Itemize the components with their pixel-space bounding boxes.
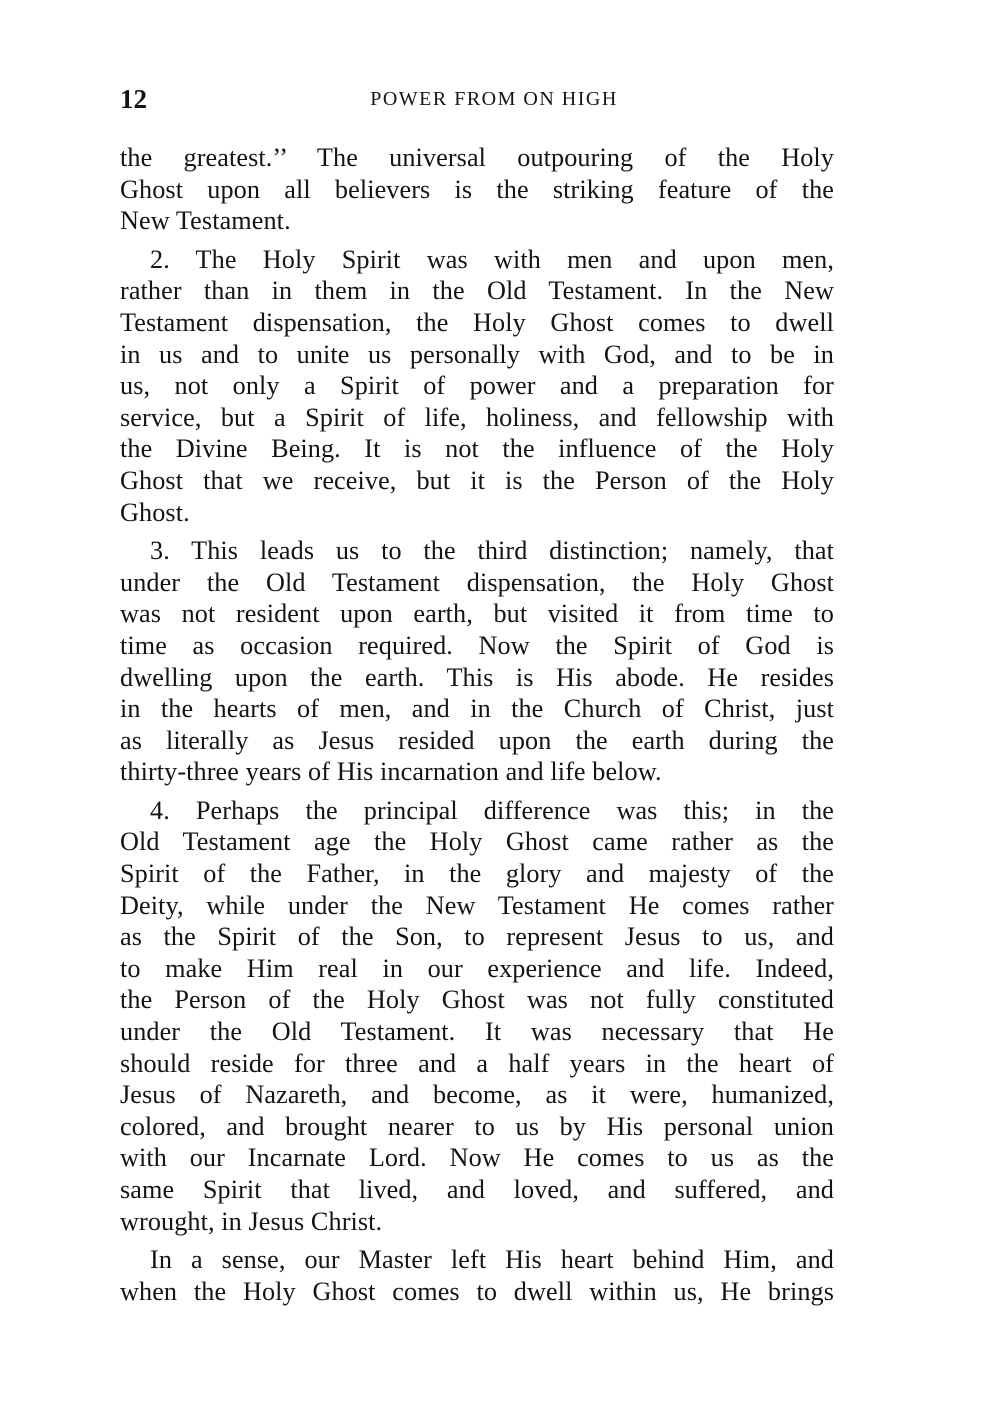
text-line: was not resident upon earth, but visited it from time to (120, 599, 834, 629)
text-line: Jesus of Nazareth, and become, as it were, humanized, (120, 1080, 834, 1110)
text-line: Old Testament age the Holy Ghost came rather as the (120, 827, 834, 857)
body-text (120, 142, 834, 1307)
text-line: dwelling upon the earth. This is His abode. He resides (120, 662, 834, 692)
text-line: New Testament. (120, 206, 291, 236)
page-number: 12 (120, 84, 147, 114)
text-line: 3. This leads us to the third distinction; namely, that (150, 536, 834, 566)
text-line: Ghost. (120, 497, 190, 527)
text-line: time as occasion required. Now the Spirit of God is (120, 630, 834, 660)
text-line: in the hearts of men, and in the Church of Christ, just (120, 694, 834, 724)
book-page (120, 84, 834, 1307)
paragraph (120, 1244, 834, 1307)
paragraph (120, 795, 834, 1237)
text-line: Testament dispensation, the Holy Ghost comes to dwell (120, 307, 834, 337)
text-line: as the Spirit of the Son, to represent Jesus to us, and (120, 922, 834, 952)
text-line: Ghost that we receive, but it is the Person of the Holy (120, 465, 834, 495)
text-line: thirty-three years of His incarnation and life below. (120, 757, 662, 787)
text-line: the greatest.’’ The universal outpouring of the Holy (120, 143, 834, 172)
text-line: wrought, in Jesus Christ. (120, 1206, 383, 1236)
text-line: Spirit of the Father, in the glory and majesty of the (120, 859, 834, 889)
paragraph (120, 244, 834, 528)
text-line: same Spirit that lived, and loved, and suffered, and (120, 1175, 834, 1204)
page-header (120, 84, 834, 120)
text-line: as literally as Jesus resided upon the earth during the (120, 725, 834, 755)
text-line: the Divine Being. It is not the influence of the Holy (120, 434, 834, 464)
running-head: POWER FROM ON HIGH (370, 88, 618, 110)
paragraph (120, 142, 834, 237)
text-line: colored, and brought nearer to us by His personal union (120, 1111, 834, 1141)
text-line: Ghost upon all believers is the striking feature of the (120, 174, 834, 204)
text-line: In a sense, our Master left His heart behind Him, and (150, 1245, 834, 1275)
text-line: with our Incarnate Lord. Now He comes to us as the (120, 1143, 834, 1173)
text-line: 2. The Holy Spirit was with men and upon men, (150, 244, 834, 274)
text-line: rather than in them in the Old Testament. In the New (120, 276, 834, 306)
text-line: should reside for three and a half years in the heart of (120, 1048, 834, 1078)
text-line: Deity, while under the New Testament He comes rather (120, 890, 834, 920)
paragraph (120, 535, 834, 788)
text-line: under the Old Testament dispensation, the Holy Ghost (120, 567, 834, 597)
text-line: to make Him real in our experience and life. Indeed, (120, 953, 834, 983)
text-line: in us and to unite us personally with God, and to be in (120, 339, 834, 369)
text-line: service, but a Spirit of life, holiness, and fellowship with (120, 402, 834, 432)
text-line: the Person of the Holy Ghost was not fully constituted (120, 985, 834, 1015)
text-line: when the Holy Ghost comes to dwell within us, He brings (120, 1276, 834, 1306)
text-line: under the Old Testament. It was necessary that He (120, 1017, 834, 1047)
text-line: us, not only a Spirit of power and a preparation for (120, 371, 834, 401)
text-line: 4. Perhaps the principal difference was this; in the (150, 795, 834, 825)
